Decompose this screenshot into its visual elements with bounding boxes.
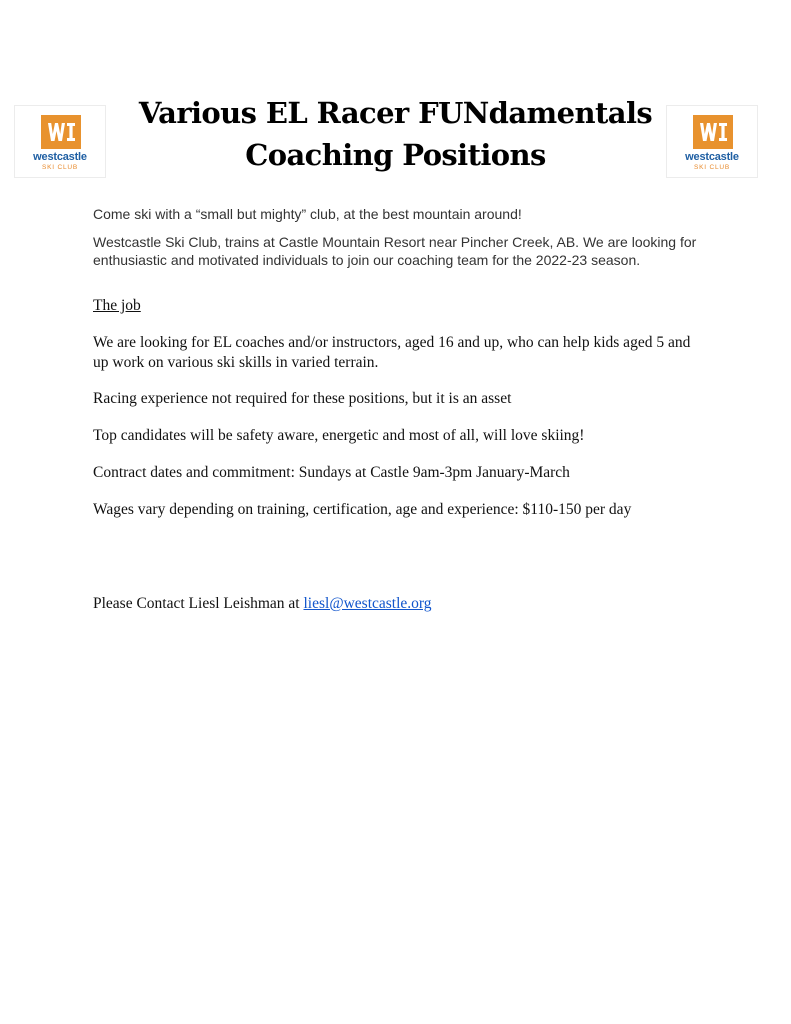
job-paragraph-dates: Contract dates and commitment: Sundays at Castle 9am-3pm January-March bbox=[93, 464, 570, 481]
contact-line bbox=[93, 594, 708, 614]
job-paragraph-candidates: Top candidates will be safety aware, energetic and most of all, will love skiing! bbox=[93, 427, 585, 444]
westcastle-logo-left bbox=[14, 105, 106, 178]
intro-description: Westcastle Ski Club, trains at Castle Mountain Resort near Pincher Creek, AB. We are looking for enthusiastic and motivated individuals to join our coaching team for the 2022-23 season. bbox=[93, 234, 697, 268]
job-paragraph-coaches: We are looking for EL coaches and/or instructors, aged 16 and up, who can help kids aged 5 and up work on various ski skills in varied terrain. bbox=[93, 334, 691, 371]
logo-name: westcastle bbox=[33, 151, 87, 163]
page-title bbox=[110, 92, 681, 176]
logo-name: westcastle bbox=[685, 151, 739, 163]
logo-subtitle: SKI CLUB bbox=[41, 164, 79, 171]
westcastle-logo-mark-icon bbox=[693, 115, 733, 149]
logo-subtitle: SKI CLUB bbox=[693, 164, 731, 171]
contact-email-link[interactable]: liesl@westcastle.org bbox=[303, 595, 432, 612]
westcastle-logo-mark-icon bbox=[41, 115, 81, 149]
title-line-1: Various EL Racer FUNdamentals bbox=[138, 96, 653, 130]
job-paragraph-experience: Racing experience not required for these positions, but it is an asset bbox=[93, 390, 512, 407]
title-line-2: Coaching Positions bbox=[245, 138, 546, 172]
contact-prefix: Please Contact Liesl Leishman at bbox=[93, 595, 304, 612]
job-paragraph-wages: Wages vary depending on training, certification, age and experience: $110-150 per day bbox=[93, 501, 632, 518]
job-heading: The job bbox=[93, 297, 141, 314]
intro-tagline: Come ski with a “small but mighty” club, at the best mountain around! bbox=[93, 206, 522, 222]
